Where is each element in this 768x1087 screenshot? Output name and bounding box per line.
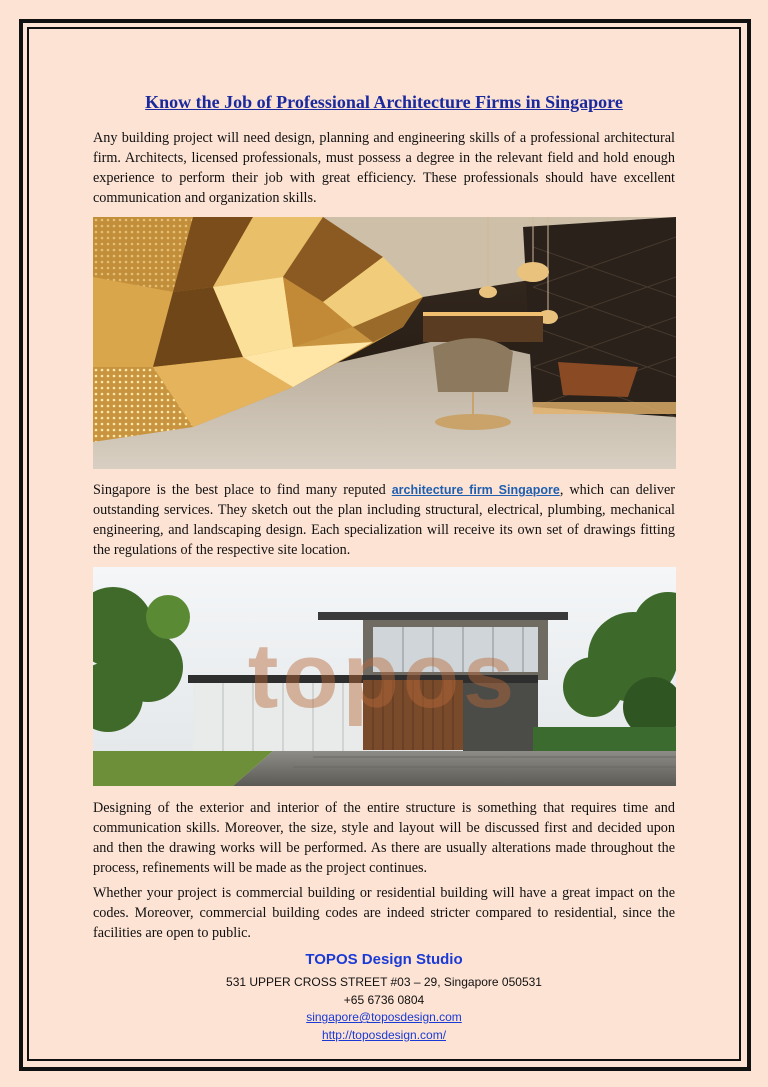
house-exterior-image — [93, 567, 676, 786]
document-title: Know the Job of Professional Architecture Firms in Singapore — [145, 92, 623, 112]
paragraph-design: Designing of the exterior and interior of the entire structure is something that requires time and communication skills. Moreover, the size, style and layout will be discussed first and decided upon and then the drawing works will be performed. As there are usually alterations made throughout the process, refinements will be made as the project continues. — [93, 800, 675, 876]
company-address: 531 UPPER CROSS STREET #03 – 29, Singapore 050531 — [226, 975, 542, 989]
website-link[interactable]: http://toposdesign.com/ — [321, 1028, 447, 1042]
paragraph-firms — [93, 480, 675, 560]
paragraph-intro: Any building project will need design, planning and engineering skills of a professional architectural firm. Architects, licensed professionals, must possess a degree in the relevant field and hold enough experience to perform their job with great efficiency. These professionals should have excellent communication and organization skills. — [93, 130, 675, 206]
company-name: TOPOS Design Studio — [305, 951, 463, 968]
paragraph-codes: Whether your project is commercial building or residential building will have a great impact on the codes. Moreover, commercial building codes are indeed stricter compared to residential, since the facilities are open to public. — [93, 885, 675, 941]
email-link[interactable]: singapore@toposdesign.com — [306, 1010, 462, 1024]
interior-lobby-image — [93, 217, 676, 469]
company-phone: +65 6736 0804 — [343, 993, 425, 1007]
topos-watermark: topos — [247, 625, 519, 727]
company-email-link — [93, 1010, 675, 1024]
company-website-link — [93, 1028, 675, 1042]
architecture-firm-link[interactable]: architecture firm Singapore — [391, 483, 560, 497]
paragraph-firms-after: , which can deliver outstanding services. They sketch out the plan including structural, electrical, plumbing, mechanical engineering, and landscaping design. Each specialization will receive its own set of drawings fitting the regulations of the respective site location. — [93, 482, 675, 558]
paragraph-firms-before: Singapore is the best place to find many reputed — [93, 482, 392, 498]
